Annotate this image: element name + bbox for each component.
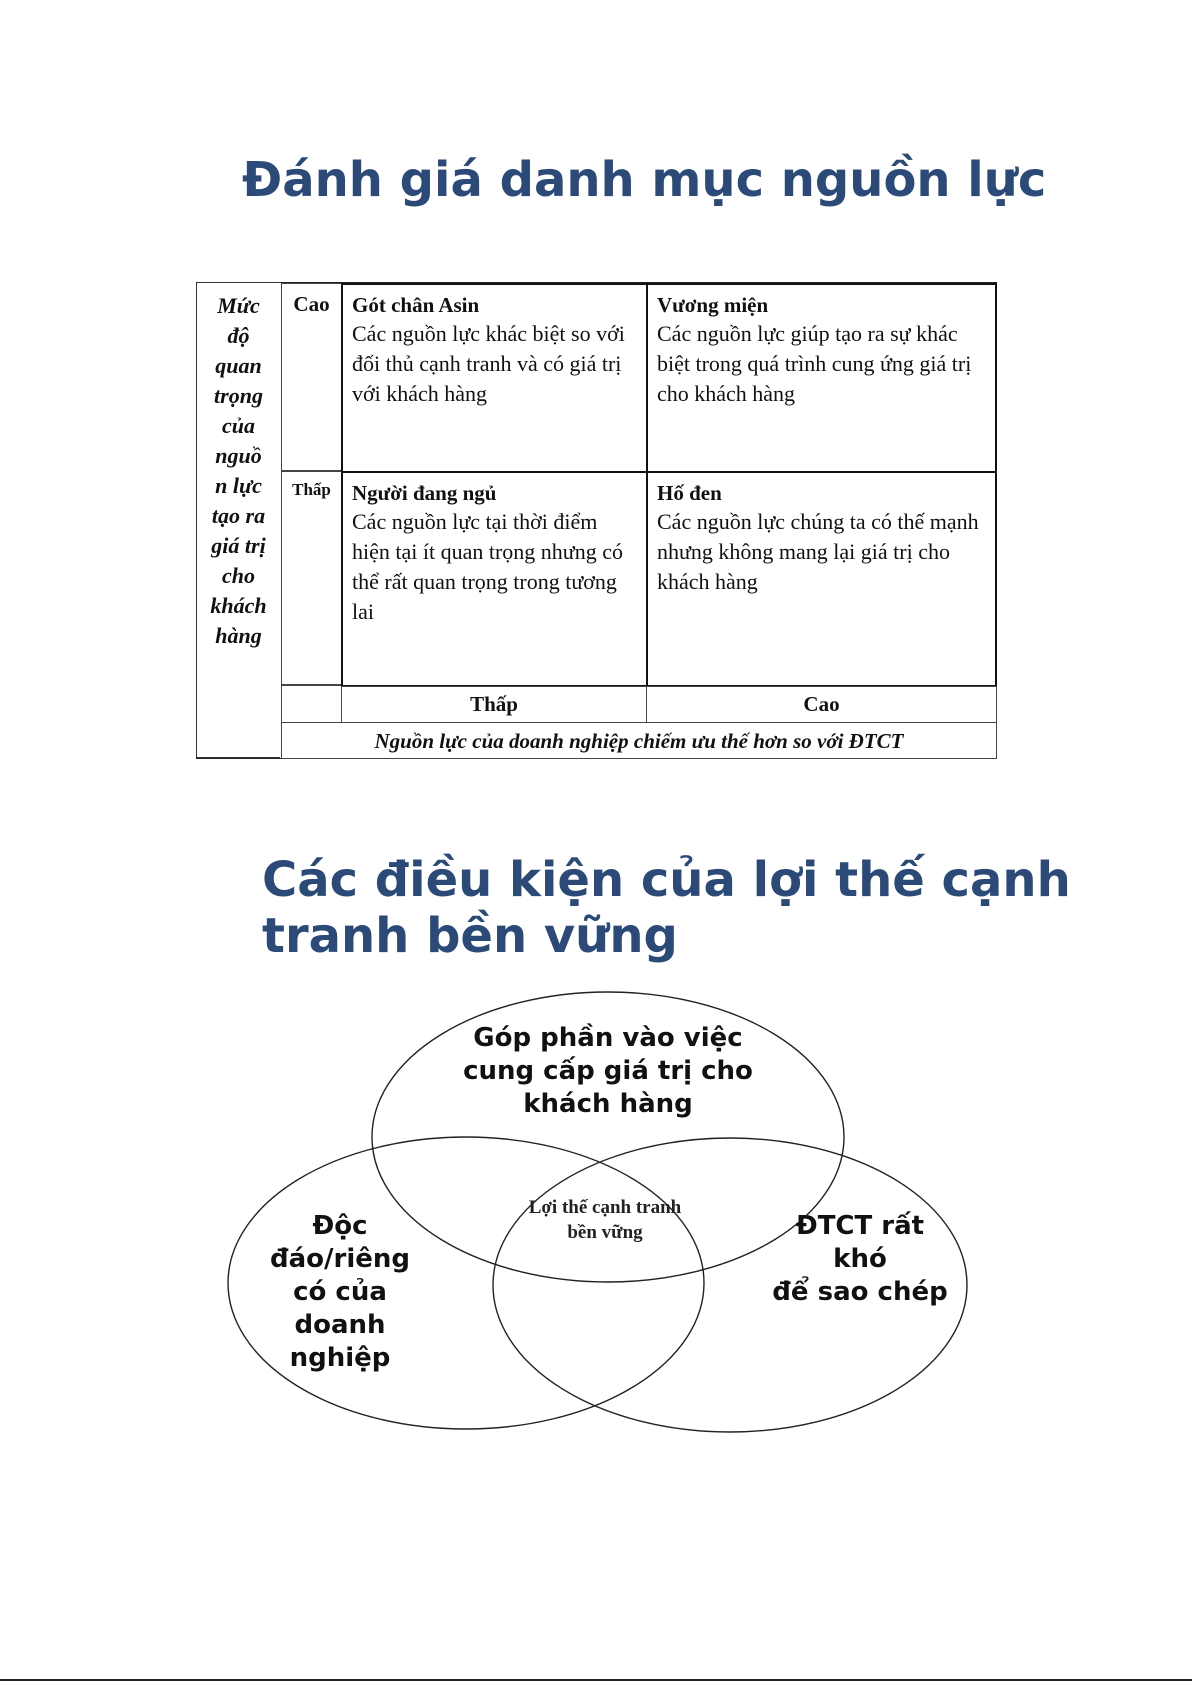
venn-center-label — [505, 1195, 705, 1245]
x-axis-label: Nguồn lực của doanh nghiệp chiếm ưu thế hơn so với ĐTCT — [281, 722, 997, 759]
venn-label-hard-to-copy — [755, 1210, 965, 1309]
quadrant-desc: Các nguồn lực tại thời điểm hiện tại ít quan trọng nhưng có thể rất quan trọng trong tương lai — [352, 509, 623, 624]
section-title-sustainable-advantage — [262, 852, 1071, 964]
quadrant-crown — [646, 283, 997, 473]
level-spacer-cell — [281, 685, 342, 723]
venn-label-line: Góp phần vào việc — [473, 1023, 743, 1053]
y-axis-label-text: Mức độ quan trọng của nguồ n lực tạo ra giá trị cho khách hàng — [210, 293, 267, 648]
quadrant-sleeper — [341, 471, 648, 687]
row-level-low: Thấp — [281, 471, 342, 685]
col-level-low: Thấp — [341, 686, 647, 723]
quadrant-achilles-heel — [341, 283, 648, 473]
section-title-line-2: tranh bền vững — [262, 908, 678, 964]
venn-label-line: khó — [833, 1244, 887, 1274]
quadrant-desc: Các nguồn lực giúp tạo ra sự khác biệt trong quá trình cung ứng giá trị cho khách hàng — [657, 321, 972, 406]
venn-label-line: doanh — [294, 1310, 386, 1340]
page-bottom-rule — [0, 1679, 1192, 1681]
venn-label-line: nghiệp — [289, 1343, 391, 1373]
page-title-resource-portfolio: Đánh giá danh mục nguồn lực — [242, 152, 1047, 208]
venn-label-line: khách hàng — [523, 1089, 693, 1119]
quadrant-title: Gót chân Asin — [352, 293, 480, 317]
venn-label-line: ĐTCT rất — [795, 1211, 925, 1241]
y-axis-label — [196, 282, 280, 758]
quadrant-title: Hố đen — [657, 481, 722, 505]
row-level-high: Cao — [281, 283, 342, 471]
venn-label-line: để sao chép — [772, 1277, 948, 1307]
venn-label-customer-value — [438, 1022, 778, 1121]
venn-center-line: bền vững — [567, 1222, 643, 1243]
col-level-high: Cao — [646, 686, 997, 723]
venn-center-line: Lợi thế cạnh tranh — [528, 1197, 682, 1218]
venn-label-line: có của — [293, 1277, 387, 1307]
quadrant-title: Người đang ngủ — [352, 481, 497, 505]
quadrant-desc: Các nguồn lực chúng ta có thế mạnh nhưng không mang lại giá trị cho khách hàng — [657, 509, 979, 594]
venn-label-unique — [245, 1210, 435, 1375]
quadrant-black-hole — [646, 471, 997, 687]
quadrant-desc: Các nguồn lực khác biệt so với đối thủ cạnh tranh và có giá trị với khách hàng — [352, 321, 625, 406]
venn-label-line: cung cấp giá trị cho — [463, 1056, 753, 1086]
section-title-line-1: Các điều kiện của lợi thế cạnh — [262, 852, 1071, 908]
quadrant-title: Vương miện — [657, 293, 769, 317]
venn-label-line: đáo/riêng — [269, 1244, 410, 1274]
venn-label-line: Độc — [312, 1211, 368, 1241]
